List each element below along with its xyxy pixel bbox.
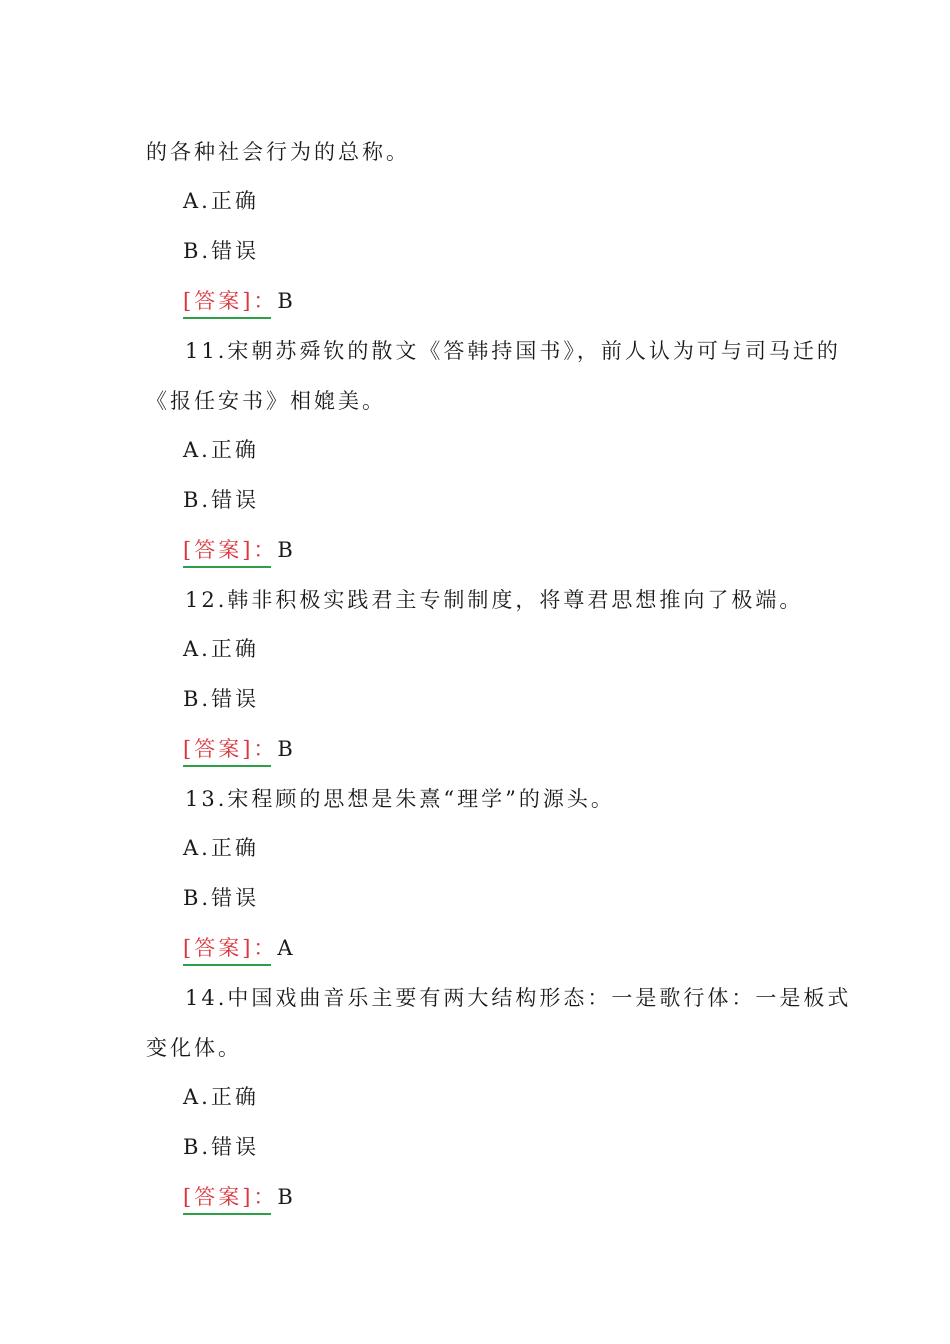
question-12-answer bbox=[183, 735, 296, 763]
question-12-text-line1: 12.韩非积极实践君主专制制度，将尊君思想推向了极端。 bbox=[185, 588, 804, 612]
question-12-option-b: B.错误 bbox=[183, 687, 260, 711]
answer-underline bbox=[183, 566, 271, 568]
question-10-answer bbox=[183, 287, 296, 315]
question-11-option-a: A.正确 bbox=[183, 438, 259, 462]
answer-label: [答案]： bbox=[183, 737, 278, 761]
question-14-text-line1: 14.中国戏曲音乐主要有两大结构形态：一是歌行体：一是板式 bbox=[185, 986, 852, 1010]
question-13-option-a: A.正确 bbox=[183, 836, 259, 860]
answer-value: B bbox=[277, 737, 296, 761]
answer-value: B bbox=[277, 538, 296, 562]
question-11-answer bbox=[183, 536, 296, 564]
answer-underline bbox=[183, 964, 271, 966]
answer-label: [答案]： bbox=[183, 538, 278, 562]
answer-label: [答案]： bbox=[183, 936, 278, 960]
question-12-option-a: A.正确 bbox=[183, 637, 259, 661]
answer-underline bbox=[183, 1213, 271, 1215]
question-13-option-b: B.错误 bbox=[183, 886, 260, 910]
answer-underline bbox=[183, 765, 271, 767]
answer-value: B bbox=[277, 1185, 296, 1209]
question-11-option-b: B.错误 bbox=[183, 488, 260, 512]
question-10-option-a: A.正确 bbox=[183, 189, 259, 213]
question-10-option-b: B.错误 bbox=[183, 239, 260, 263]
answer-value: B bbox=[277, 289, 296, 313]
answer-label: [答案]： bbox=[183, 1185, 278, 1209]
question-14-option-a: A.正确 bbox=[183, 1085, 259, 1109]
question-11-text-line1: 11.宋朝苏舜钦的散文《答韩持国书》，前人认为可与司马迁的 bbox=[185, 339, 841, 363]
question-13-answer bbox=[183, 934, 296, 962]
question-14-answer bbox=[183, 1183, 296, 1211]
question-10-text-tail: 的各种社会行为的总称。 bbox=[146, 140, 410, 164]
answer-value: A bbox=[277, 936, 296, 960]
question-14-option-b: B.错误 bbox=[183, 1135, 260, 1159]
question-11-text-line2: 《报任安书》相媲美。 bbox=[146, 389, 386, 413]
question-14-text-line2: 变化体。 bbox=[146, 1036, 242, 1060]
question-13-text-line1: 13.宋程顾的思想是朱熹“理学”的源头。 bbox=[185, 787, 615, 811]
answer-label: [答案]： bbox=[183, 289, 278, 313]
answer-underline bbox=[183, 317, 271, 319]
